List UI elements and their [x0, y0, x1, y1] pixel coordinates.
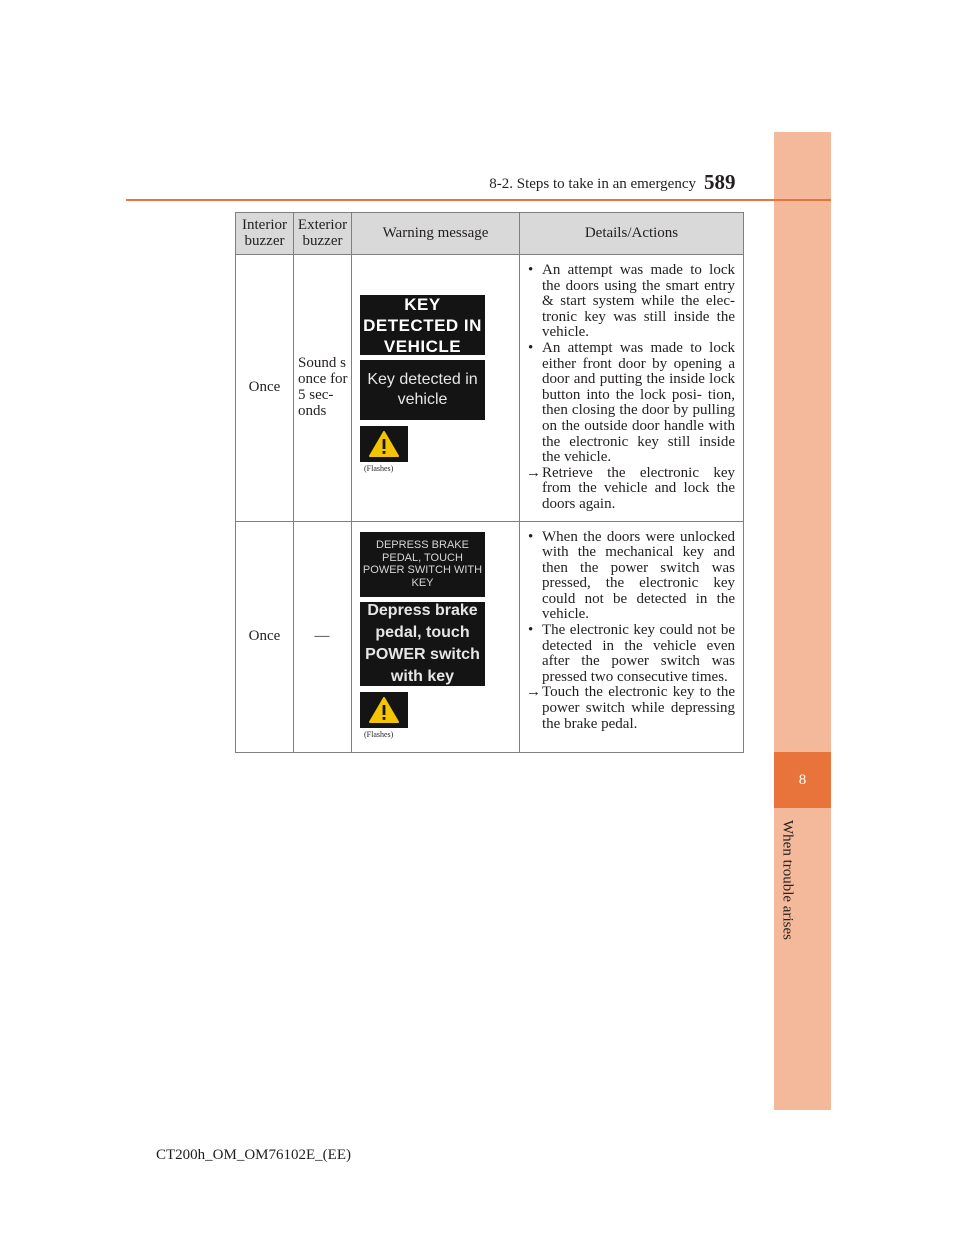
warning-message-cell — [352, 521, 520, 752]
table-header-row — [236, 213, 744, 255]
warning-light — [360, 692, 408, 728]
action-text: Touch the electronic key to the power switch while depressing the brake pedal. — [542, 684, 735, 732]
bullet-marker: • — [528, 622, 534, 639]
col-exterior-buzzer: Exterior buzzer — [294, 213, 352, 255]
detail-text: The electronic key could not be detected in the vehicle even after the power switch was pressed two consecutive times. — [542, 622, 735, 685]
arrow-icon: → — [526, 684, 541, 701]
interior-buzzer-cell: Once — [236, 521, 294, 752]
display-message-depress-brake-caps: DEPRESS BRAKE PEDAL, TOUCH POWER SWITCH WITH KEY — [360, 532, 485, 597]
chapter-side-tab — [774, 132, 831, 1110]
exterior-buzzer-cell: Sound s once for 5 sec- onds — [294, 255, 352, 522]
chapter-number: 8 — [774, 752, 831, 808]
chapter-title: When trouble arises — [779, 820, 796, 940]
details-cell — [520, 521, 744, 752]
detail-item — [526, 341, 735, 466]
detail-text: An attempt was made to lock either front door by opening a door and putting the inside lock button into the lock posi- tion, then closing the door by pulling on the outside door handle with the electronic key still inside the vehicle. — [542, 339, 735, 466]
display-message-depress-brake: Depress brake pedal, touch POWER switch with key — [360, 602, 485, 686]
bullet-marker: • — [528, 262, 534, 278]
warning-table — [235, 212, 744, 753]
detail-text: An attempt was made to lock the doors using the smart entry & start system while the elec- tronic key was still inside the vehicle. — [542, 262, 735, 341]
interior-buzzer-cell: Once — [236, 255, 294, 522]
col-details-actions: Details/Actions — [520, 213, 744, 255]
detail-text: When the doors were unlocked with the mechanical key and then the power switch was pressed, the electronic key could not be detected in the vehicle. — [542, 528, 735, 623]
warning-triangle-icon — [369, 431, 399, 457]
warning-message-cell — [352, 255, 520, 522]
flash-note: (Flashes) — [364, 464, 394, 473]
flash-note: (Flashes) — [364, 729, 394, 739]
arrow-icon: → — [526, 464, 541, 481]
details-cell — [520, 255, 744, 522]
bullet-marker: • — [528, 339, 534, 356]
table-row — [236, 255, 744, 522]
col-warning-message: Warning message — [352, 213, 520, 255]
document-code: CT200h_OM_OM76102E_(EE) — [156, 1147, 351, 1163]
display-message-key-detected: Key detected in vehicle — [360, 360, 485, 420]
detail-item — [526, 530, 735, 624]
exterior-buzzer-cell: — — [294, 521, 352, 752]
table-row — [236, 521, 744, 752]
page-number: 589 — [704, 170, 736, 194]
action-text: Retrieve the electronic key from the vehicle and lock the doors again. — [542, 464, 735, 512]
col-interior-buzzer: Interior buzzer — [236, 213, 294, 255]
section-title: 8-2. Steps to take in an emergency — [489, 176, 696, 192]
warning-light — [360, 426, 408, 462]
display-message-key-detected-caps: KEY DETECTED IN VEHICLE — [360, 295, 485, 355]
header-rule — [126, 199, 831, 201]
detail-item — [526, 623, 735, 685]
action-item — [526, 466, 735, 513]
warning-triangle-icon — [369, 697, 399, 723]
action-item — [526, 685, 735, 732]
bullet-marker: • — [528, 528, 534, 545]
detail-item — [526, 263, 735, 341]
